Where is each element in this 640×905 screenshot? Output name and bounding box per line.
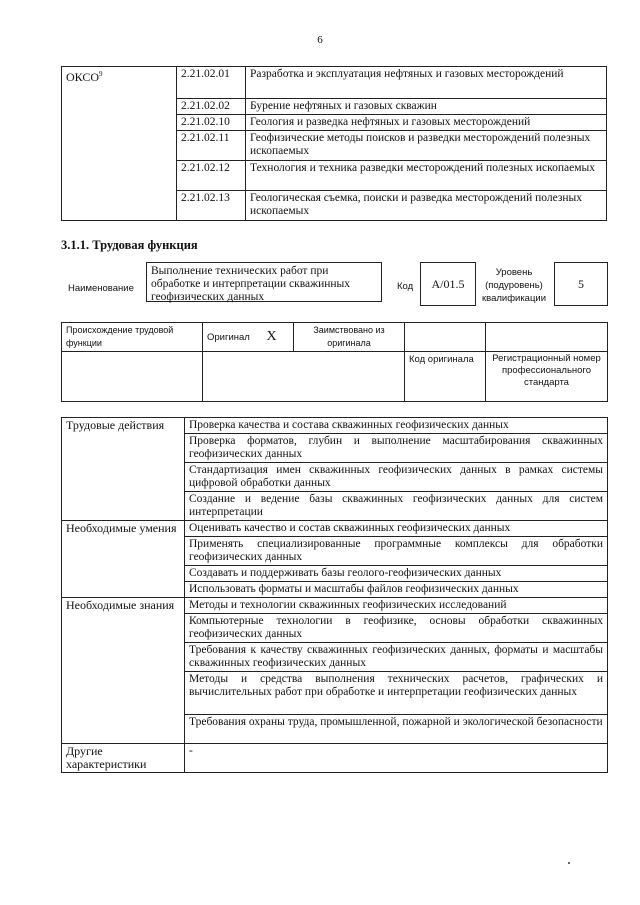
knowledge-item: Требования к качеству скважинных геофизических данных, форматы и масштабы скважинных геофизических данных bbox=[185, 643, 608, 672]
okso-code: 2.21.02.01 bbox=[177, 67, 246, 99]
knowledge-item: Методы и средства выполнения технических расчетов, графических и вычислительных работ при обработке и интерпретации геофизических данных bbox=[185, 672, 608, 715]
origin-label: Происхождение трудовой функции bbox=[62, 323, 203, 352]
original-label bbox=[203, 323, 294, 352]
reg-number-empty bbox=[486, 323, 608, 352]
okso-table bbox=[61, 66, 607, 221]
original-mark: X bbox=[266, 329, 277, 344]
reg-number-label: Регистрационный номер профессионального стандарта bbox=[486, 352, 608, 402]
function-name: Выполнение технических работ при обработке и интерпретации скважинных геофизических данных bbox=[146, 262, 382, 302]
knowledge-item: Методы и технологии скважинных геофизических исследований bbox=[185, 598, 608, 614]
origin-table bbox=[61, 322, 608, 402]
original-label-text: Оригинал bbox=[207, 332, 250, 343]
level-value: 5 bbox=[554, 262, 608, 306]
skill-item: Использовать форматы и масштабы файлов геофизических данных bbox=[185, 582, 608, 598]
actions-label: Трудовые действия bbox=[62, 418, 185, 521]
okso-name: Геофизические методы поисков и разведки месторождений полезных ископаемых bbox=[246, 131, 607, 161]
okso-name: Геологическая съемка, поиски и разведка месторождений полезных ископаемых bbox=[246, 191, 607, 221]
knowledge-item: Требования охраны труда, промышленной, пожарной и экологической безопасности bbox=[185, 715, 608, 744]
action-item: Проверка форматов, глубин и выполнение масштабирования скважинных геофизических данных bbox=[185, 434, 608, 463]
origin-empty-cell bbox=[203, 352, 405, 402]
function-code: A/01.5 bbox=[420, 262, 476, 306]
borrowed-label: Заимствовано из оригинала bbox=[294, 323, 405, 352]
details-table bbox=[61, 417, 608, 773]
page-number: 6 bbox=[317, 34, 323, 46]
knowledge-item: Компьютерные технологии в геофизике, основы обработки скважинных геофизических данных bbox=[185, 614, 608, 643]
action-item: Проверка качества и состава скважинных геофизических данных bbox=[185, 418, 608, 434]
origin-empty-cell bbox=[62, 352, 203, 402]
skill-item: Применять специализированные программные комплексы для обработки геофизических данных bbox=[185, 537, 608, 566]
okso-label: ОКСО bbox=[66, 70, 100, 84]
okso-code: 2.21.02.10 bbox=[177, 115, 246, 131]
scan-speck bbox=[568, 862, 570, 864]
okso-name: Бурение нефтяных и газовых скважин bbox=[246, 99, 607, 115]
knowledge-label: Необходимые знания bbox=[62, 598, 185, 744]
okso-code: 2.21.02.12 bbox=[177, 161, 246, 191]
okso-code: 2.21.02.11 bbox=[177, 131, 246, 161]
code-original-empty bbox=[405, 323, 486, 352]
okso-code: 2.21.02.02 bbox=[177, 99, 246, 115]
action-item: Стандартизация имен скважинных геофизических данных в рамках системы цифровой обработки данных bbox=[185, 463, 608, 492]
okso-footnote: 9 bbox=[99, 70, 103, 78]
okso-name: Технология и техника разведки месторождений полезных ископаемых bbox=[246, 161, 607, 191]
name-label: Наименование bbox=[68, 283, 134, 294]
section-title: 3.1.1. Трудовая функция bbox=[61, 238, 198, 252]
okso-name: Разработка и эксплуатация нефтяных и газовых месторождений bbox=[246, 67, 607, 99]
skill-item: Создавать и поддерживать базы геолого-геофизических данных bbox=[185, 566, 608, 582]
code-label: Код bbox=[397, 281, 414, 292]
code-original-label: Код оригинала bbox=[405, 352, 486, 402]
skill-item: Оценивать качество и состав скважинных геофизических данных bbox=[185, 521, 608, 537]
other-value: - bbox=[185, 744, 608, 773]
other-label: Другие характеристики bbox=[62, 744, 185, 773]
level-label: Уровень (подуровень) квалификации bbox=[481, 267, 547, 304]
okso-label-cell bbox=[62, 67, 177, 221]
action-item: Создание и ведение базы скважинных геофизических данных для систем интерпретации bbox=[185, 492, 608, 521]
okso-code: 2.21.02.13 bbox=[177, 191, 246, 221]
skills-label: Необходимые умения bbox=[62, 521, 185, 598]
okso-name: Геология и разведка нефтяных и газовых месторождений bbox=[246, 115, 607, 131]
